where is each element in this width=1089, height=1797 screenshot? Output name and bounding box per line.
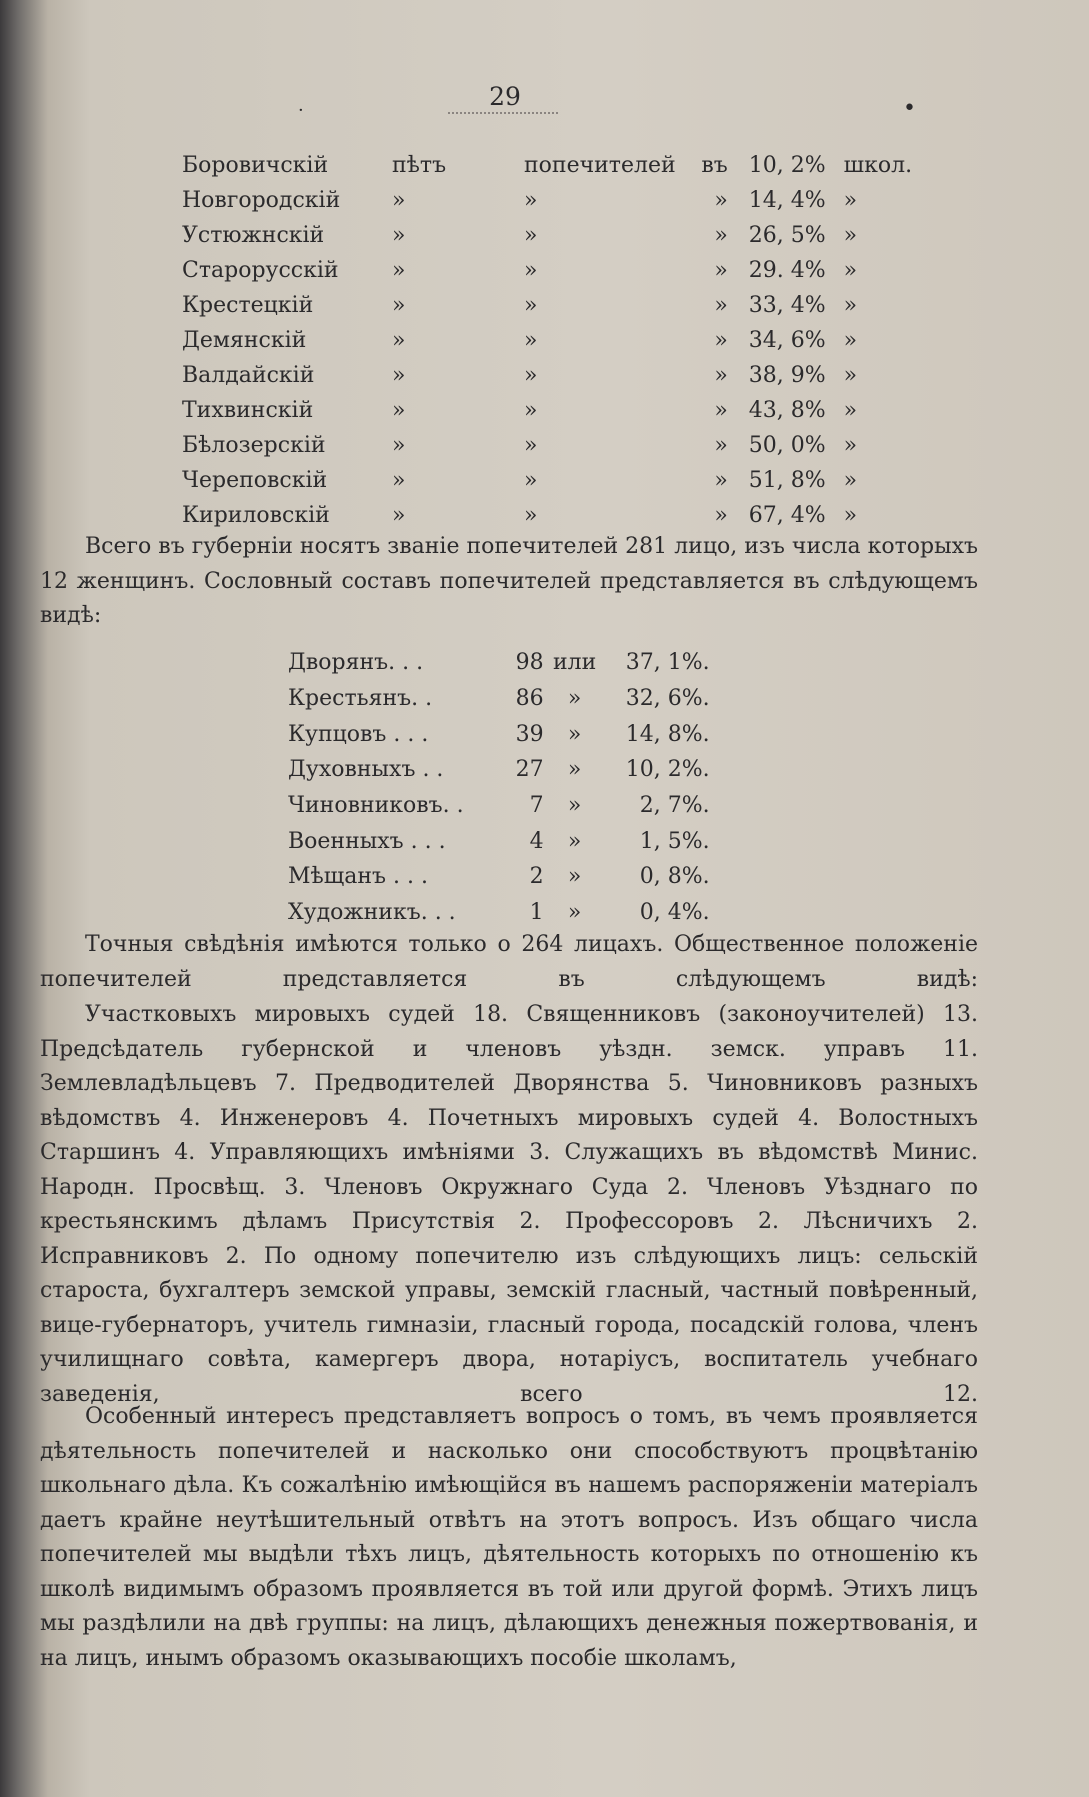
- ditto-mark: »: [524, 188, 538, 213]
- district-name: Устюжнскій: [182, 223, 325, 248]
- page-number-ornament: [448, 112, 558, 114]
- district-name: Валдайскій: [182, 363, 315, 388]
- district-percent: » 67, 4%: [714, 503, 826, 528]
- ditto-mark: »: [392, 188, 406, 213]
- district-row: [182, 148, 912, 183]
- estate-percent: 37, 1%.: [625, 650, 710, 676]
- estate-count: 2: [529, 864, 544, 890]
- estate-conj: »: [567, 828, 582, 854]
- ditto-mark: »: [524, 468, 538, 493]
- estate-count: 7: [529, 793, 544, 819]
- district-percent: » 38, 9%: [714, 363, 826, 388]
- ditto-mark: »: [392, 398, 406, 423]
- district-percent: » 14, 4%: [714, 188, 826, 213]
- district-row: [182, 218, 912, 253]
- estate-count: 1: [529, 900, 544, 926]
- estate-count: 98: [515, 650, 544, 676]
- estate-conj: »: [567, 721, 582, 747]
- ditto-mark: »: [524, 363, 538, 388]
- estate-name: Чиновниковъ. .: [288, 793, 464, 819]
- estate-conj: или: [553, 650, 597, 676]
- estate-name: Дворянъ. . .: [288, 650, 424, 676]
- ditto-mark: »: [843, 433, 858, 458]
- ink-speck: ·: [298, 100, 304, 121]
- district-percent: » 50, 0%: [714, 433, 826, 458]
- ditto-mark: »: [843, 468, 858, 493]
- ditto-mark: »: [843, 293, 858, 318]
- district-name: Бѣлозерскій: [182, 433, 326, 458]
- district-percent: » 33, 4%: [714, 293, 826, 318]
- estate-percent: 0, 8%.: [639, 864, 710, 890]
- district-row: [182, 288, 912, 323]
- estate-percent: 1, 5%.: [639, 828, 710, 854]
- ditto-mark: »: [843, 363, 858, 388]
- paragraph-positions: Участковыхъ мировыхъ судей 18. Священниковъ (законоучителей) 13. Предсѣдатель губернской и членовъ уѣздн. земск. управъ 11. Землевладѣльцевъ 7. Предводителей Дворянства 5. Чиновниковъ разныхъ вѣдомствъ 4. Инженеровъ 4. Почетныхъ мировыхъ судей 4. Волостныхъ Старшинъ 4. Управляющихъ имѣніями 3. Служащихъ въ вѣдомствѣ Минис. Народн. Просвѣщ. 3. Членовъ Окружнаго Суда 2. Членовъ Уѣзднаго по крестьянскимъ дѣламъ Присутствія 2. Профессоровъ 2. Лѣсничихъ 2. Исправниковъ 2. По одному попечителю изъ слѣдующихъ лицъ: сельскій староста, бухгалтеръ земской управы, земскій гласный, частный повѣренный, вице-губернаторъ, учитель гимназіи, гласный города, посадскій голова, членъ училищнаго совѣта, камергеръ двора, нотаріусъ, воспитатель учебнаго заведенія, всего 12.: [40, 1002, 978, 1407]
- estate-count: 4: [529, 828, 544, 854]
- ditto-mark: »: [524, 503, 538, 528]
- estate-percent: 10, 2%.: [625, 757, 710, 783]
- ditto-mark: »: [524, 328, 538, 353]
- estate-conj: »: [567, 900, 582, 926]
- district-name: Крестецкій: [182, 293, 314, 318]
- district-percent: » 26, 5%: [714, 223, 826, 248]
- estate-row: [288, 716, 710, 752]
- estate-count: 27: [515, 757, 544, 783]
- ditto-mark: »: [392, 223, 406, 248]
- district-word: школ.: [843, 153, 913, 178]
- ditto-mark: »: [392, 258, 406, 283]
- paragraph-exact: Точныя свѣдѣнія имѣются только о 264 лицахъ. Общественное положеніе попечителей представляется въ слѣдующемъ видѣ:: [40, 932, 978, 992]
- district-row: [182, 183, 912, 218]
- ditto-mark: »: [843, 398, 858, 423]
- ditto-mark: »: [843, 503, 858, 528]
- estate-conj: »: [567, 686, 582, 712]
- ditto-mark: »: [392, 363, 406, 388]
- ditto-mark: »: [843, 223, 858, 248]
- estate-conj: »: [567, 793, 582, 819]
- ink-speck: •: [903, 96, 916, 121]
- district-row: [182, 323, 912, 358]
- estate-conj: »: [567, 757, 582, 783]
- district-row: [182, 463, 912, 498]
- district-row: [182, 253, 912, 288]
- district-table: [182, 148, 912, 533]
- ditto-mark: »: [524, 433, 538, 458]
- estate-row: [288, 859, 710, 895]
- estate-row: [288, 645, 710, 681]
- ditto-mark: »: [843, 188, 858, 213]
- paragraph-total: Всего въ губерніи носятъ званіе попечителей 281 лицо, изъ числа которыхъ 12 женщинъ. Сословный составъ попечителей представляется въ слѣдующемъ видѣ:: [40, 534, 978, 628]
- district-name: Демянскій: [182, 328, 307, 353]
- estate-percent: 32, 6%.: [625, 686, 710, 712]
- district-percent: » 29. 4%: [714, 258, 826, 283]
- estate-percent: 14, 8%.: [625, 721, 710, 747]
- district-percent: » 51, 8%: [714, 468, 826, 493]
- ditto-mark: »: [392, 468, 406, 493]
- ditto-mark: »: [843, 328, 858, 353]
- district-name: Старорусскій: [182, 258, 339, 283]
- estate-count: 39: [515, 721, 544, 747]
- estate-percent: 0, 4%.: [639, 900, 710, 926]
- district-row: [182, 428, 912, 463]
- estate-name: Мѣщанъ . . .: [288, 864, 428, 890]
- estate-name: Духовныхъ . .: [288, 757, 444, 783]
- district-word: попечителей: [524, 153, 676, 178]
- estate-name: Военныхъ . . .: [288, 828, 446, 854]
- estate-percent: 2, 7%.: [639, 793, 710, 819]
- estate-conj: »: [567, 864, 582, 890]
- paragraph-interest: Особенный интересъ представляетъ вопросъ о томъ, въ чемъ проявляется дѣятельность попечителей и насколько они способствуютъ процвѣтанію школьнаго дѣла. Къ сожалѣнію имѣющійся въ нашемъ распоряженіи матеріалъ даетъ крайне неутѣшительный отвѣтъ на этотъ вопросъ. Изъ общаго числа попечителей мы выдѣли тѣхъ лицъ, дѣятельность которыхъ по отношенію къ школѣ видимымъ образомъ проявляется въ той или другой формѣ. Этихъ лицъ мы раздѣлили на двѣ группы: на лицъ, дѣлающихъ денежныя пожертвованія, и на лицъ, инымъ образомъ оказывающихъ пособіе школамъ,: [40, 1404, 978, 1671]
- district-name: Боровичскій: [182, 153, 329, 178]
- district-name: Череповскій: [182, 468, 328, 493]
- district-percent: » 34, 6%: [714, 328, 826, 353]
- district-name: Тихвинскій: [182, 398, 314, 423]
- estate-row: [288, 681, 710, 717]
- ditto-mark: »: [392, 503, 406, 528]
- district-row: [182, 358, 912, 393]
- estate-row: [288, 895, 710, 931]
- ditto-mark: »: [524, 398, 538, 423]
- estate-name: Купцовъ . . .: [288, 721, 429, 747]
- page-number: 29: [489, 82, 521, 111]
- district-name: Кириловскій: [182, 503, 330, 528]
- estate-row: [288, 752, 710, 788]
- ditto-mark: »: [524, 223, 538, 248]
- district-row: [182, 393, 912, 428]
- ditto-mark: »: [392, 293, 406, 318]
- estate-name: Крестьянъ. .: [288, 686, 433, 712]
- ditto-mark: »: [392, 328, 406, 353]
- estate-count: 86: [515, 686, 544, 712]
- district-row: [182, 498, 912, 533]
- ditto-mark: »: [843, 258, 858, 283]
- ditto-mark: »: [392, 433, 406, 458]
- district-word: пѣтъ: [392, 153, 447, 178]
- estate-name: Художникъ. . .: [288, 900, 456, 926]
- ditto-mark: »: [524, 258, 538, 283]
- district-percent: » 43, 8%: [714, 398, 826, 423]
- estate-row: [288, 788, 710, 824]
- district-name: Новгородскій: [182, 188, 341, 213]
- estate-table: [288, 645, 710, 931]
- ditto-mark: »: [524, 293, 538, 318]
- estate-row: [288, 823, 710, 859]
- district-percent: въ 10, 2%: [701, 153, 826, 178]
